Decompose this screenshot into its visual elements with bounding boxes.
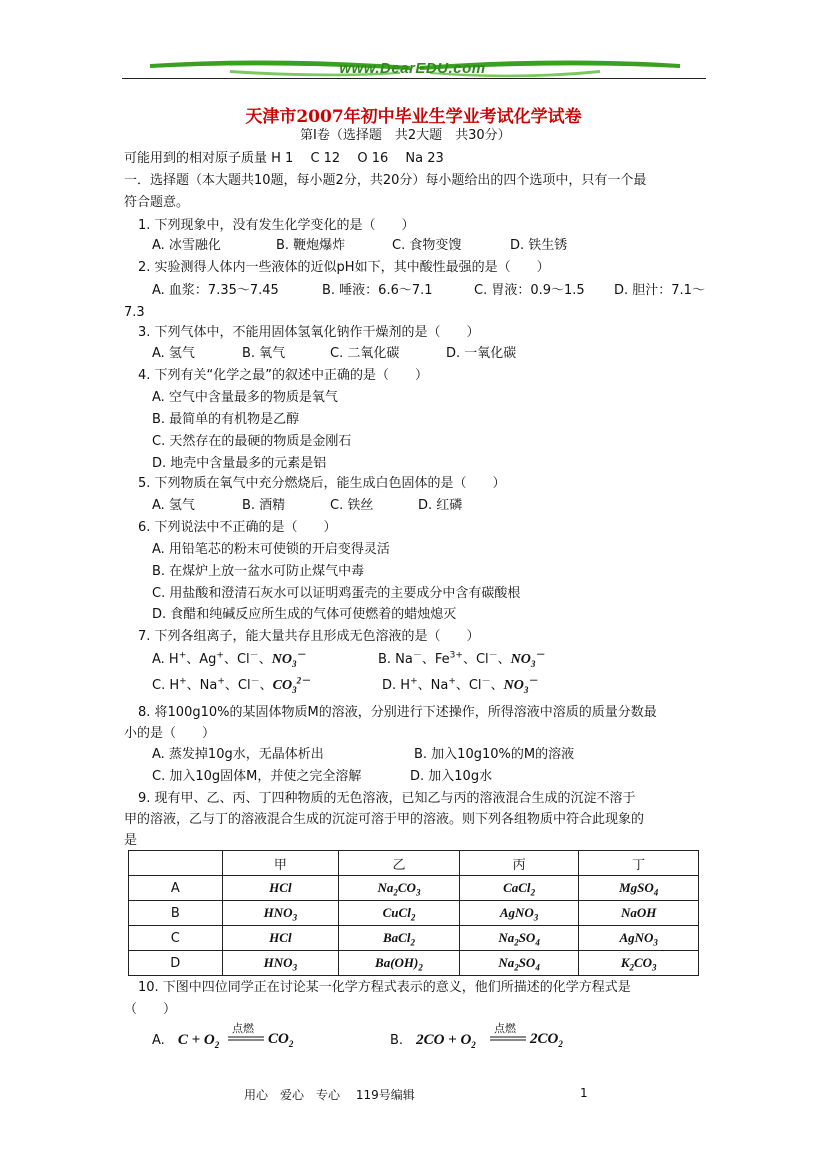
q7-option-b: B. Na－、$Fe^{3+}$、Cl－、$NO_3^-$ <box>378 649 545 669</box>
q10-stem-1: 10. 下图中四位同学正在讨论某一化学方程式表示的意义，他们所描述的化学方程式是 <box>138 980 631 995</box>
q9-stem-2: 甲的溶液，乙与丁的溶液混合生成的沉淀可溶于甲的溶液。则下列各组物质中符合此现象的 <box>124 812 645 827</box>
q8-option-a: A. 蒸发掉10g水，无晶体析出 <box>152 747 324 762</box>
q2-stem: 2. 实验测得人体内一些液体的近似pH如下，其中酸性最强的是（ ） <box>138 260 550 275</box>
table-row <box>129 901 699 926</box>
table-cell: BaCl$_2$ <box>339 926 460 951</box>
q4-option-c: C. 天然存在的最硬的物质是金刚石 <box>152 434 352 449</box>
table-row <box>129 951 699 976</box>
q3-option-d: D. 一氧化碳 <box>446 346 517 361</box>
q6-option-c: C. 用盐酸和澄清石灰水可以证明鸡蛋壳的主要成分中含有碳酸根 <box>152 586 521 601</box>
q5-stem: 5. 下列物质在氧气中充分燃烧后，能生成白色固体的是（ ） <box>138 476 506 491</box>
q8-option-c: C. 加入10g固体M，并使之完全溶解 <box>152 769 362 784</box>
table-cell: AgNO$_3$ <box>579 926 699 951</box>
q7-option-a: A. H+、Ag+、Cl－、$NO_3^-$ <box>152 649 306 669</box>
q5-option-b: B. 酒精 <box>242 498 286 513</box>
table-header-cell: 丁 <box>579 851 699 876</box>
q6-option-b: B. 在煤炉上放一盆水可防止煤气中毒 <box>152 564 365 579</box>
table-cell: $Ba(OH)_2$ <box>339 951 460 976</box>
table-cell: CuCl$_2$ <box>339 901 460 926</box>
q9-stem-3: 是 <box>124 833 138 848</box>
q8-option-b: B. 加入10g10%的M的溶液 <box>414 747 575 762</box>
q5-option-c: C. 铁丝 <box>330 498 374 513</box>
q10-option-a-condition: 点燃 <box>232 1022 254 1035</box>
q2-option-d-cont: 7.3 <box>124 305 145 320</box>
q10-option-b-product: $2CO_2$ <box>530 1031 563 1049</box>
q10-option-a: A. $C + O_2$ <box>152 1032 220 1050</box>
table-header-cell: 丙 <box>459 851 579 876</box>
q2-option-d: D. 胆汁：7.1～ <box>614 283 705 298</box>
q7-stem: 7. 下列各组离子，能大量共存且形成无色溶液的是（ ） <box>138 629 480 644</box>
table-cell: $K_2CO_3$ <box>579 951 699 976</box>
table-cell: $Na_2SO_4$ <box>459 951 579 976</box>
q8-stem-1: 8. 将100g10%的某固体物质M的溶液，分别进行下述操作，所得溶液中溶质的质量分数最 <box>138 705 657 720</box>
table-row <box>129 926 699 951</box>
section-intro-2: 符合题意。 <box>124 195 190 210</box>
row-label: A <box>129 876 223 901</box>
q1-option-c: C. 食物变馊 <box>392 238 462 253</box>
q6-stem: 6. 下列说法中不正确的是（ ） <box>138 520 337 535</box>
table-cell: HCl <box>222 926 339 951</box>
table-cell: CaCl$_2$ <box>459 876 579 901</box>
site-logo-text: www.DearEDU.com <box>339 60 486 77</box>
q8-stem-2: 小的是（ ） <box>124 726 216 741</box>
page-title: 天津市2007年初中毕业生学业考试化学试卷 <box>245 107 582 127</box>
q4-option-b: B. 最简单的有机物是乙醇 <box>152 412 300 427</box>
q10-option-b: B. $2CO + O_2$ <box>390 1032 476 1050</box>
q8-option-d: D. 加入10g水 <box>410 769 493 784</box>
table-header-cell: 乙 <box>339 851 460 876</box>
q5-option-d: D. 红磷 <box>418 498 463 513</box>
table-cell: $Na_2SO_4$ <box>459 926 579 951</box>
table-cell: $Na_2CO_3$ <box>339 876 460 901</box>
table-header-row <box>129 851 699 876</box>
q1-option-d: D. 铁生锈 <box>510 238 568 253</box>
q2-option-b: B. 唾液：6.6～7.1 <box>322 283 433 298</box>
header-divider <box>122 78 706 79</box>
q1-option-b: B. 鞭炮爆炸 <box>276 238 346 253</box>
q9-table <box>128 850 699 976</box>
q4-option-a: A. 空气中含量最多的物质是氧气 <box>152 390 338 405</box>
header-logo <box>120 54 705 84</box>
q4-option-d: D. 地壳中含量最多的元素是铝 <box>152 456 327 471</box>
q10-option-a-product: $CO_2$ <box>268 1031 294 1049</box>
q10-option-a-equals <box>228 1036 264 1042</box>
subtitle: 第Ⅰ卷（选择题 共2大题 共30分） <box>300 128 511 143</box>
table-cell: AgNO$_3$ <box>459 901 579 926</box>
table-cell: $HNO_3$ <box>222 901 339 926</box>
q3-option-c: C. 二氧化碳 <box>330 346 400 361</box>
q2-option-c: C. 胃液：0.9～1.5 <box>474 283 585 298</box>
q9-stem-1: 9. 现有甲、乙、丙、丁四种物质的无色溶液，已知乙与丙的溶液混合生成的沉淀不溶于 <box>138 791 636 806</box>
table-row <box>129 876 699 901</box>
row-label: B <box>129 901 223 926</box>
table-cell: NaOH <box>579 901 699 926</box>
q6-option-a: A. 用铅笔芯的粉末可使锁的开启变得灵活 <box>152 542 390 557</box>
table-cell: HCl <box>222 876 339 901</box>
table-cell: $HNO_3$ <box>222 951 339 976</box>
page-number: 1 <box>580 1086 588 1100</box>
table-corner <box>129 851 223 876</box>
q6-option-d: D. 食醋和纯碱反应所生成的气体可使燃着的蜡烛熄灭 <box>152 607 457 622</box>
q3-option-a: A. 氢气 <box>152 346 195 361</box>
table-header-cell: 甲 <box>222 851 339 876</box>
section-intro-1: 一．选择题（本大题共10题，每小题2分，共20分）每小题给出的四个选项中，只有一个最 <box>124 173 647 188</box>
q10-option-b-equals <box>490 1036 526 1042</box>
q10-option-b-condition: 点燃 <box>494 1022 516 1035</box>
footer-text: 用心 爱心 专心 119号编辑 <box>244 1088 415 1102</box>
q3-stem: 3. 下列气体中，不能用固体氢氧化钠作干燥剂的是（ ） <box>138 325 480 340</box>
row-label: C <box>129 926 223 951</box>
q5-option-a: A. 氢气 <box>152 498 195 513</box>
q1-option-a: A. 冰雪融化 <box>152 238 221 253</box>
q2-option-a: A. 血浆：7.35～7.45 <box>152 283 279 298</box>
q1-stem: 1. 下列现象中，没有发生化学变化的是（ ） <box>138 218 415 233</box>
q10-stem-2: （ ） <box>124 1002 177 1017</box>
q3-option-b: B. 氧气 <box>242 346 286 361</box>
row-label: D <box>129 951 223 976</box>
q7-option-c: C. H+、Na+、Cl－、$CO_3^{2-}$ <box>152 675 311 695</box>
atomic-mass-line: 可能用到的相对原子质量 H 1 C 12 O 16 Na 23 <box>124 151 444 166</box>
table-cell: MgSO$_4$ <box>579 876 699 901</box>
q4-stem: 4. 下列有关“化学之最”的叙述中正确的是（ ） <box>138 368 429 383</box>
q7-option-d: D. H+、Na+、Cl－、$NO_3^-$ <box>382 675 538 695</box>
